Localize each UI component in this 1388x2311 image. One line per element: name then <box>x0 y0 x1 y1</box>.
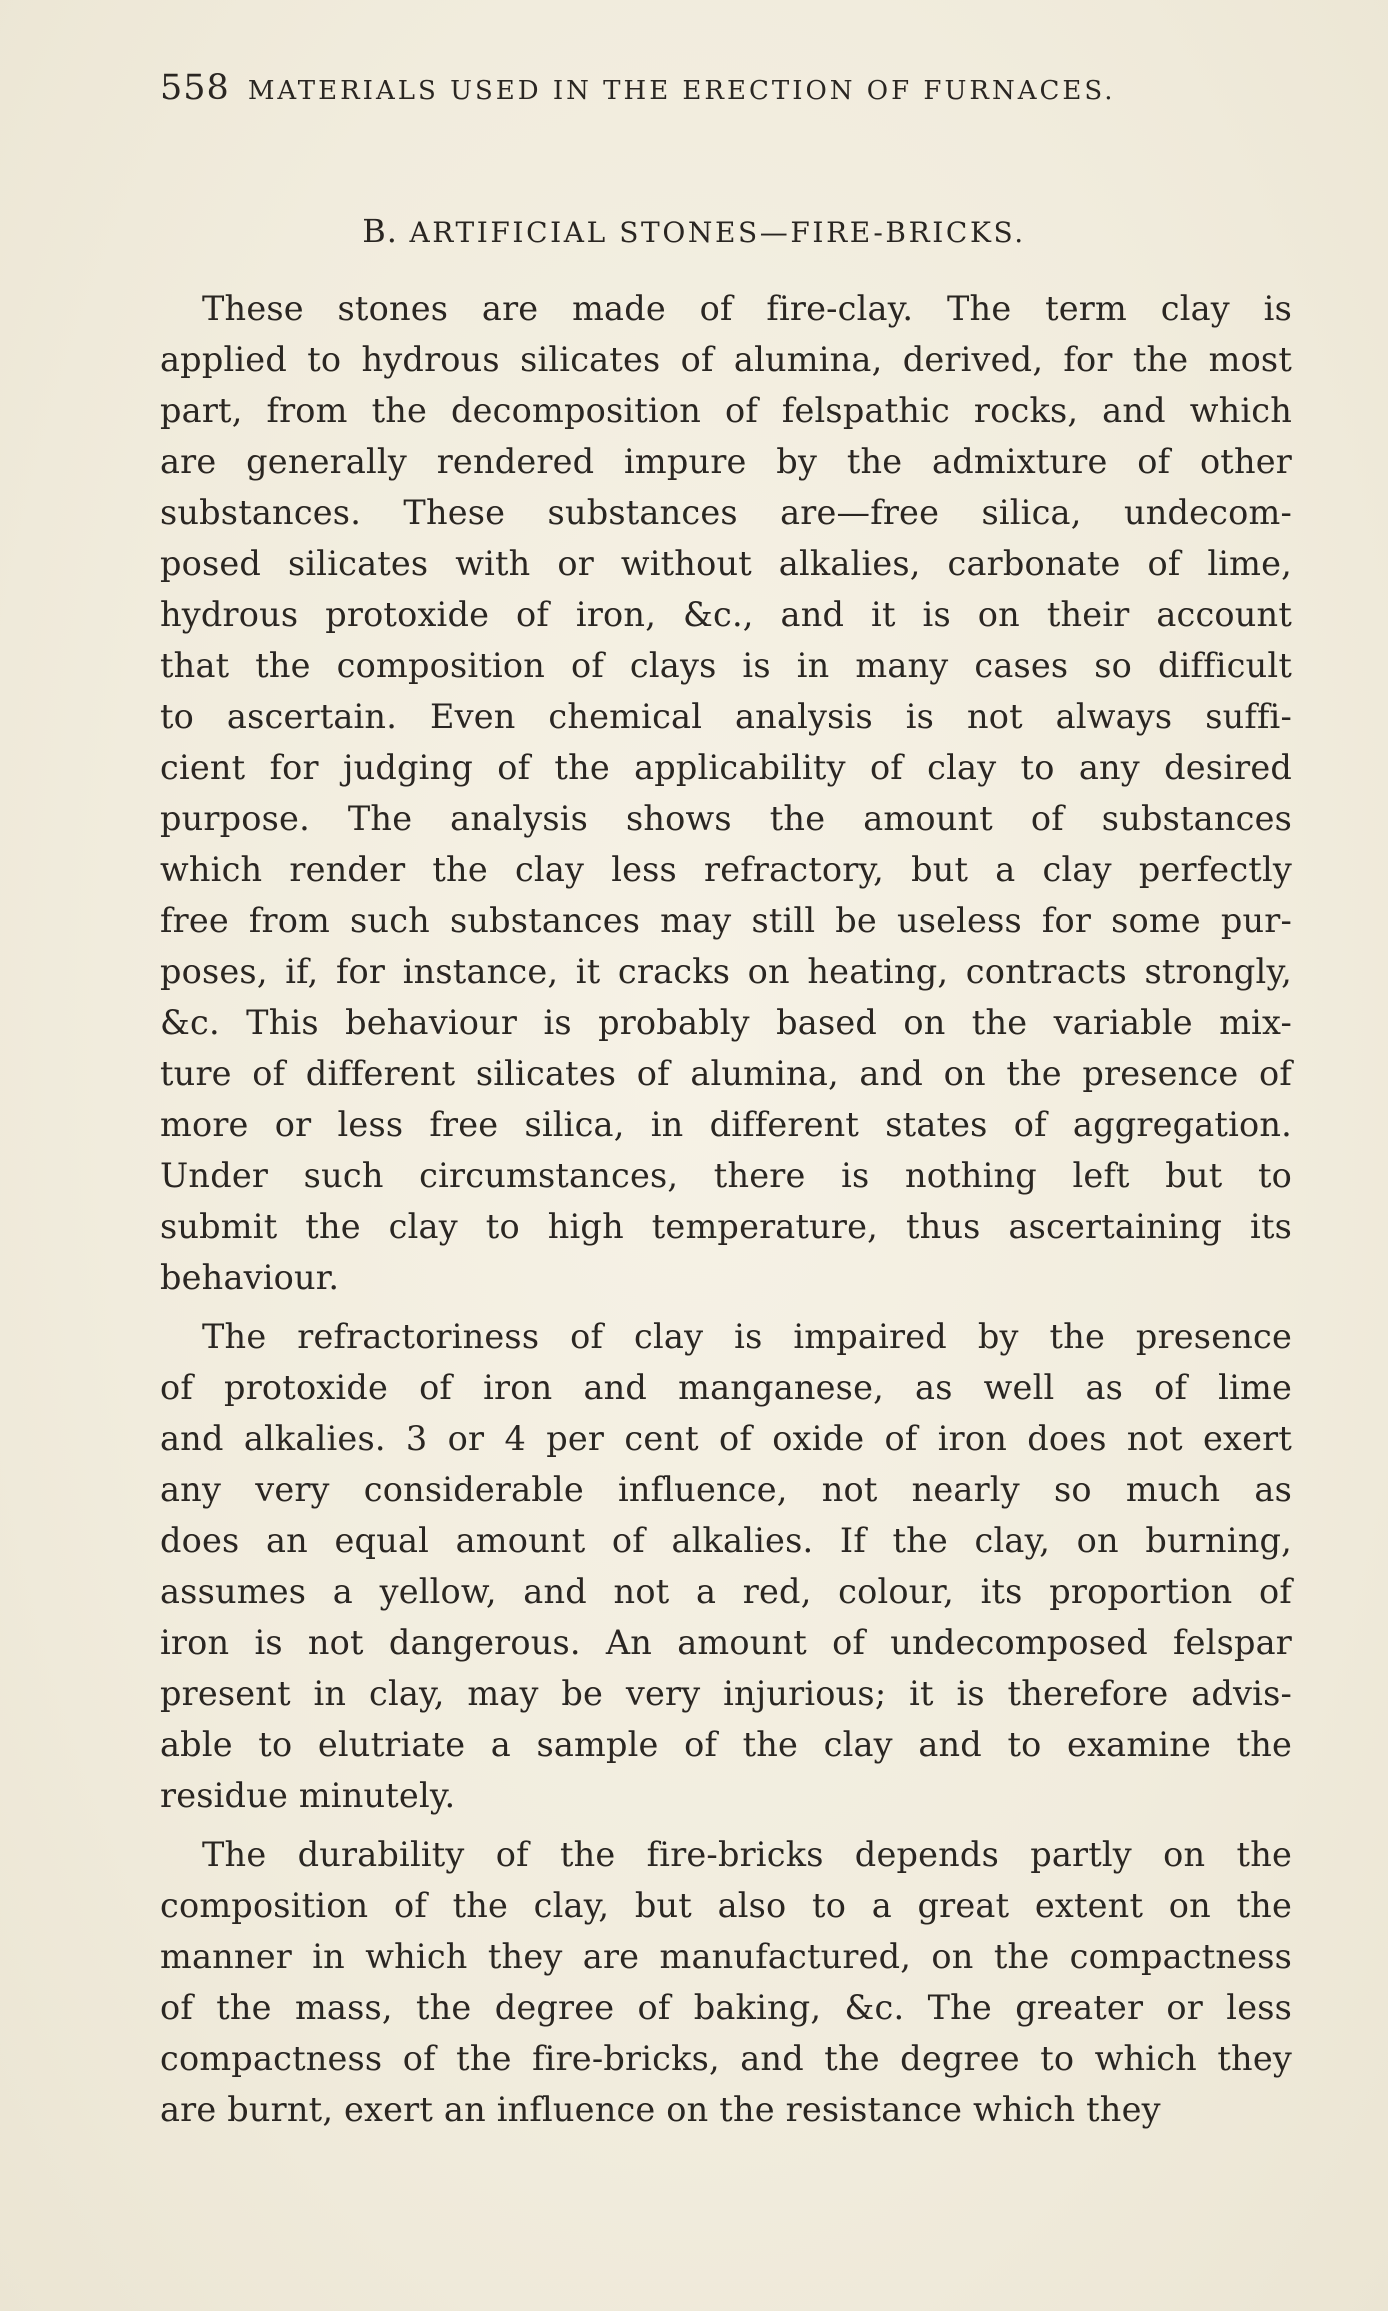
text-line: more or less free silica, in different states of aggregation. <box>160 1105 1292 1144</box>
text-line: applied to hydrous silicates of alumina, derived, for the most <box>160 340 1292 379</box>
running-title: MATERIALS USED IN THE ERECTION OF FURNACES. <box>247 76 1116 106</box>
section-letter: B. <box>362 212 398 250</box>
text-line: which render the clay less refractory, but a clay perfectly <box>160 850 1292 889</box>
text-line: The refractoriness of clay is impaired by the presence <box>202 1317 1292 1356</box>
text-line: part, from the decomposition of felspathic rocks, and which <box>160 391 1292 430</box>
text-line: of protoxide of iron and manganese, as well as of lime <box>160 1368 1292 1407</box>
text-line: &c. This behaviour is probably based on the variable mix- <box>160 1003 1292 1042</box>
text-line: does an equal amount of alkalies. If the clay, on burning, <box>160 1521 1292 1560</box>
text-line: to ascertain. Even chemical analysis is not always suffi- <box>160 697 1292 736</box>
text-line: able to elutriate a sample of the clay and to examine the <box>160 1725 1292 1764</box>
paragraph <box>160 283 1292 1303</box>
text-line: hydrous protoxide of iron, &c., and it is on their account <box>160 595 1292 634</box>
text-line: submit the clay to high temperature, thus ascertaining its <box>160 1207 1292 1246</box>
text-line: ture of different silicates of alumina, and on the presence of <box>160 1054 1292 1093</box>
text-line: poses, if, for instance, it cracks on heating, contracts strongly, <box>160 952 1292 991</box>
text-line: purpose. The analysis shows the amount of substances <box>160 799 1292 838</box>
text-line: iron is not dangerous. An amount of undecomposed felspar <box>160 1623 1292 1662</box>
text-line: These stones are made of fire-clay. The term clay is <box>202 289 1292 328</box>
text-line: that the composition of clays is in many cases so difficult <box>160 646 1292 685</box>
running-header <box>160 68 1300 118</box>
text-line: The durability of the fire-bricks depends partly on the <box>202 1835 1292 1874</box>
paragraph <box>160 1311 1292 1821</box>
text-line: free from such substances may still be useless for some pur- <box>160 901 1292 940</box>
page-number: 558 <box>160 68 230 108</box>
text-line: present in clay, may be very injurious; it is therefore advis- <box>160 1674 1292 1713</box>
text-line: of the mass, the degree of baking, &c. The greater or less <box>160 1988 1292 2027</box>
text-line: residue minutely. <box>160 1776 456 1815</box>
body-text <box>160 283 1292 2135</box>
text-line: and alkalies. 3 or 4 per cent of oxide of iron does not exert <box>160 1419 1292 1458</box>
text-line: cient for judging of the applicability of clay to any desired <box>160 748 1292 787</box>
text-line: behaviour. <box>160 1258 340 1297</box>
text-line: posed silicates with or without alkalies, carbonate of lime, <box>160 544 1292 583</box>
text-line: substances. These substances are—free silica, undecom- <box>160 493 1292 532</box>
paragraph-gap <box>160 1303 1292 1311</box>
section-title-text: ARTIFICIAL STONES—FIRE-BRICKS. <box>409 216 1026 249</box>
paragraph <box>160 1829 1292 2135</box>
text-line: manner in which they are manufactured, on the compactness <box>160 1937 1292 1976</box>
text-line: are generally rendered impure by the admixture of other <box>160 442 1292 481</box>
paragraph-gap <box>160 1821 1292 1829</box>
section-heading <box>0 212 1388 250</box>
text-line: composition of the clay, but also to a great extent on the <box>160 1886 1292 1925</box>
text-line: any very considerable influence, not nearly so much as <box>160 1470 1292 1509</box>
text-line: assumes a yellow, and not a red, colour, its proportion of <box>160 1572 1292 1611</box>
text-line: Under such circumstances, there is nothing left but to <box>160 1156 1292 1195</box>
text-line: are burnt, exert an influence on the resistance which they <box>160 2090 1161 2129</box>
text-line: compactness of the fire-bricks, and the degree to which they <box>160 2039 1292 2078</box>
